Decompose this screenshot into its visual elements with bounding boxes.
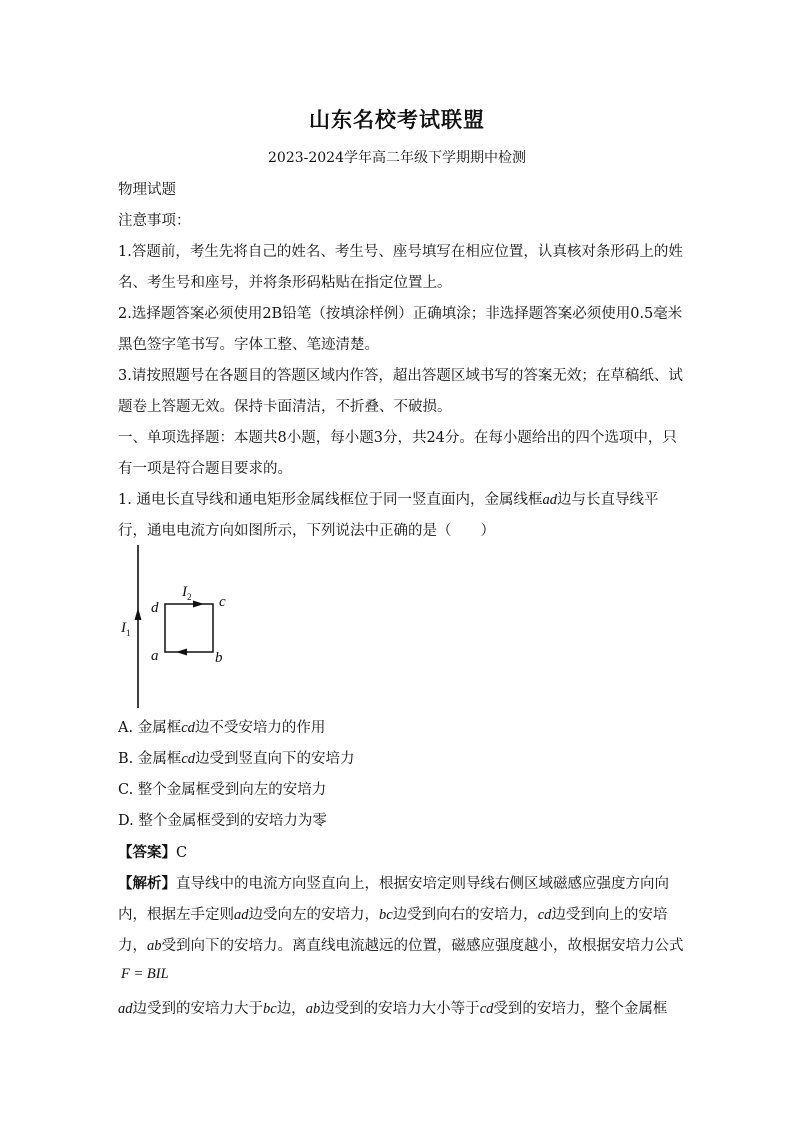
analysis-label: 【解析】 [118, 875, 176, 892]
option-d [118, 809, 678, 830]
notice-item-2-line-1: 2.选择题答案必须使用2B铅笔（按填涂样例）正确填涂；非选择题答案必须使用0.5毫米 [118, 306, 683, 322]
option-b-var: cd [181, 751, 196, 767]
label-I2: $I_2$ [182, 584, 192, 602]
answer-line [118, 841, 678, 862]
analysis-l5-v1: ad [118, 1001, 133, 1017]
option-b [118, 747, 678, 768]
question-1-stem-line-1 [118, 488, 678, 509]
label-c: c [219, 594, 226, 610]
exam-subtitle: 2023-2024学年高二年级下学期期中检测 [268, 150, 526, 166]
analysis-text-1: 直导线中的电流方向竖直向上，根据安培定则导线右侧区域磁感应强度方向向 [176, 876, 669, 892]
analysis-l5-d: 受到的安培力，整个金属框 [493, 1001, 668, 1017]
analysis-l5-v3: ab [305, 1001, 321, 1017]
question-1-diagram [110, 540, 250, 715]
frame-current-arrow-bottom [176, 649, 187, 656]
section-heading-line-2: 有一项是符合题目要求的。 [118, 461, 292, 477]
metal-frame [165, 604, 213, 652]
question-1-stem-line-2: 行，通电电流方向如图所示，下列说法中正确的是（ ） [118, 523, 495, 539]
analysis-line-3 [118, 934, 684, 955]
exam-title: 山东名校考试联盟 [309, 107, 485, 132]
analysis-l2-v2: bc [379, 907, 393, 923]
notice-item-3-line-2: 题卷上答题无效。保持卡面清洁，不折叠、不破损。 [118, 399, 452, 415]
section-heading-line-1: 一、单项选择题：本题共8小题，每小题3分，共24分。在每小题给出的四个选项中，只 [118, 430, 677, 446]
frame-current-arrow-top [193, 601, 204, 608]
question-1-stem-part-a: 1. 通电长直导线和通电矩形金属线框位于同一竖直面内，金属线框 [118, 492, 543, 508]
analysis-l5-a: 边受到的安培力大于 [132, 1001, 263, 1017]
analysis-l2-v3: cd [537, 907, 552, 923]
option-a-prefix: A. 金属框 [118, 720, 182, 736]
formula-line: F = BIL [121, 966, 169, 982]
analysis-line-2 [118, 903, 678, 924]
analysis-l3-a: 力， [118, 938, 147, 954]
answer-label: 【答案】 [118, 844, 176, 861]
analysis-l5-v2: bc [263, 1001, 277, 1017]
option-a-suffix: 边不受安培力的作用 [194, 720, 326, 736]
analysis-l2-v1: ad [234, 907, 249, 923]
analysis-l2-d: 边受到向上的安培 [551, 907, 668, 923]
notice-item-1-line-1: 1.答题前，考生先将自己的姓名、考生号、座号填写在相应位置，认真核对条形码上的姓 [118, 244, 683, 260]
option-d-text: D. 整个金属框受到的安培力为零 [118, 813, 327, 829]
wire-current-arrow [135, 608, 142, 620]
analysis-l2-c: 边受到向右的安培力， [392, 907, 538, 923]
analysis-l5-b: 边， [276, 1001, 306, 1017]
option-c [118, 778, 678, 799]
option-a [118, 716, 678, 737]
option-b-suffix: 边受到竖直向下的安培力 [195, 751, 355, 767]
answer-value: C [176, 845, 188, 861]
notice-item-1-line-2: 名、考生号和座号，并将条形码粘贴在指定位置上。 [118, 275, 452, 291]
analysis-l2-a: 内，根据左手定则 [118, 907, 234, 923]
notice-item-3-line-1: 3.请按照题号在各题目的答题区域内作答，超出答题区域书写的答案无效；在草稿纸、试 [118, 368, 683, 384]
label-I1: $I_1$ [121, 620, 131, 638]
analysis-l5-v4: cd [479, 1001, 494, 1017]
analysis-l3-v1: ab [147, 938, 162, 954]
notice-item-2-line-2: 黑色签字笔书写。字体工整、笔迹清楚。 [118, 337, 379, 353]
label-b: b [215, 650, 223, 666]
question-1-stem-part-b: 边与长直导线平 [556, 492, 659, 508]
analysis-l3-b: 受到向下的安培力。离直线电流越远的位置，磁感应强度越小，故根据安培力公式 [161, 938, 684, 954]
option-c-text: C. 整个金属框受到向左的安培力 [118, 782, 327, 798]
analysis-line-5 [118, 997, 678, 1018]
option-a-var: cd [181, 720, 195, 736]
label-a: a [151, 648, 159, 664]
analysis-line-1 [118, 872, 678, 893]
question-1-stem-var: ad [542, 492, 557, 508]
analysis-l5-c: 边受到的安培力大小等于 [320, 1001, 480, 1017]
notice-heading: 注意事项： [118, 213, 191, 229]
label-d: d [151, 600, 159, 616]
analysis-l2-b: 边受向左的安培力， [248, 907, 379, 923]
subject-label: 物理试题 [118, 182, 176, 198]
option-b-prefix: B. 金属框 [118, 751, 182, 767]
